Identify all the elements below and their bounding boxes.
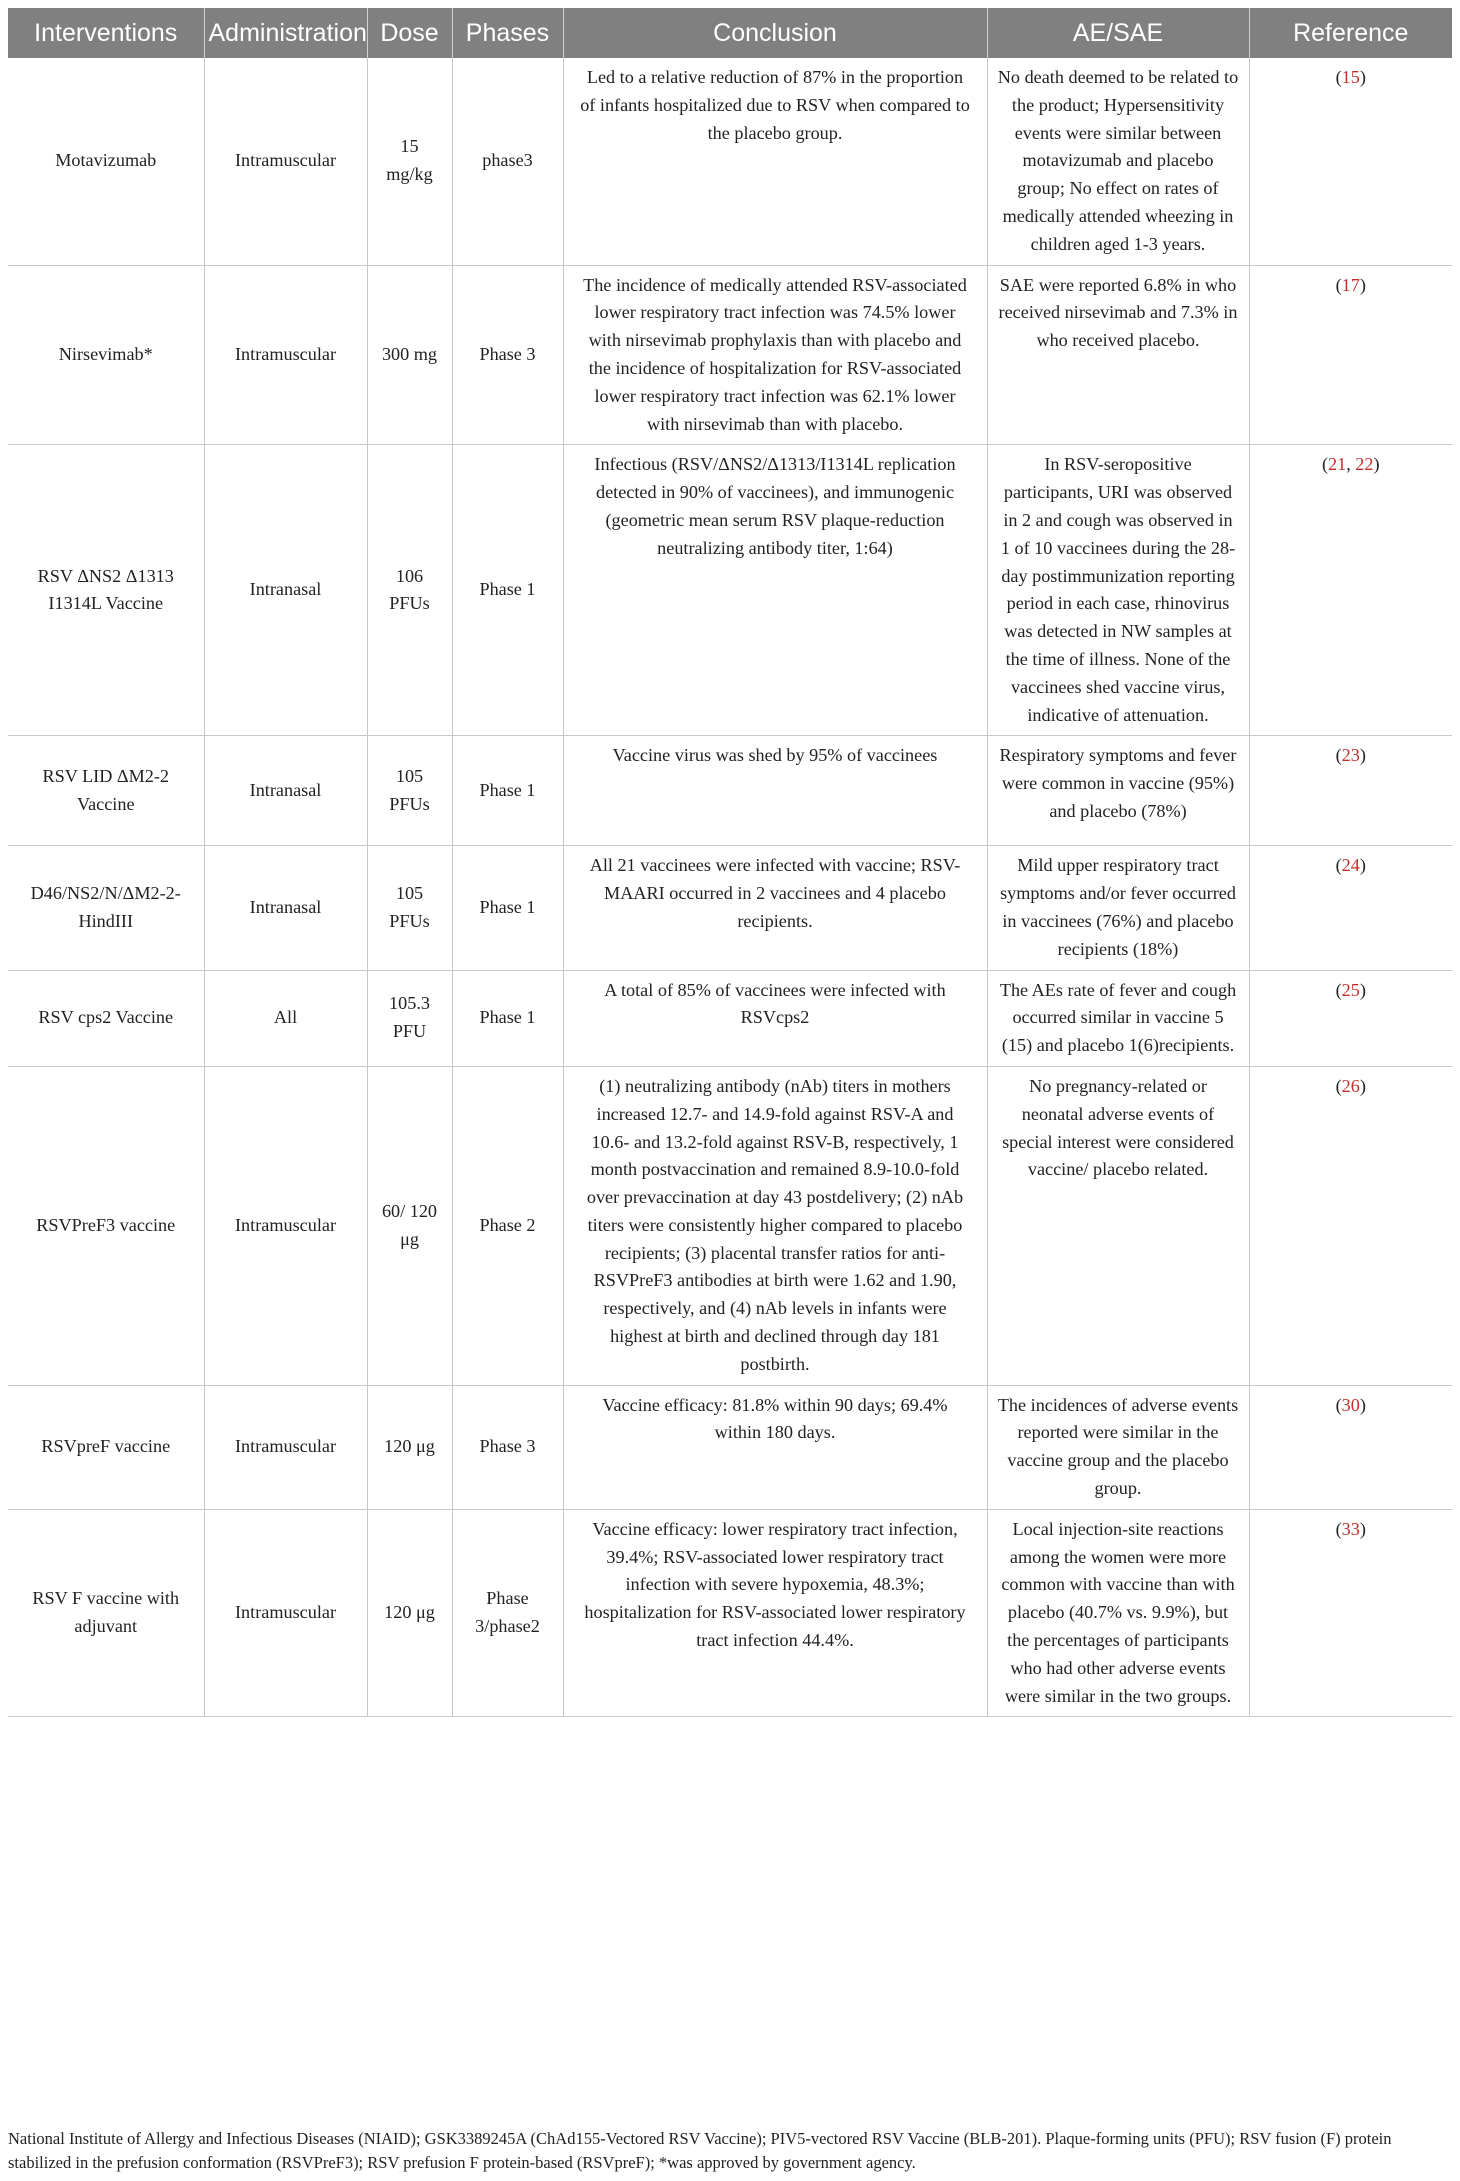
intervention-cell bbox=[8, 846, 204, 970]
header-administration: Administration bbox=[204, 8, 367, 58]
reference-cell: (30) bbox=[1249, 1385, 1452, 1509]
reference-link[interactable]: 30 bbox=[1341, 1394, 1360, 1415]
interventions-table bbox=[8, 8, 1452, 1717]
reference-link[interactable]: 22 bbox=[1355, 454, 1374, 475]
administration-text: Intramuscular bbox=[235, 1436, 336, 1457]
intervention-text: D46/NS2/N/ΔM2-2-HindIII bbox=[30, 883, 181, 931]
dose-cell bbox=[367, 970, 452, 1066]
phase-cell bbox=[452, 58, 563, 265]
ae-sae-cell bbox=[987, 1385, 1249, 1509]
intervention-cell bbox=[8, 58, 204, 265]
table-row bbox=[8, 1509, 1452, 1717]
reference-cell: (23) bbox=[1249, 736, 1452, 846]
dose-text: 60/ 120 μg bbox=[381, 1200, 438, 1249]
ae-sae-text: The incidences of adverse events reported were similar in the vaccine group and the placebo group. bbox=[997, 1394, 1239, 1499]
table-row bbox=[8, 58, 1452, 265]
reference-link[interactable]: 24 bbox=[1341, 855, 1360, 876]
administration-cell bbox=[204, 1066, 367, 1385]
intervention-cell bbox=[8, 1509, 204, 1717]
intervention-text: RSV cps2 Vaccine bbox=[38, 1007, 174, 1028]
intervention-cell bbox=[8, 445, 204, 736]
ae-sae-text: Mild upper respiratory tract symptoms and/or fever occurred in vaccinees (76%) and placebo recipients (18%) bbox=[1000, 855, 1236, 959]
header-reference: Reference bbox=[1249, 8, 1452, 58]
conclusion-text: (1) neutralizing antibody (nAb) titers in mothers increased 12.7- and 14.9-fold against RSV-A and 10.6- and 13.2-fold against RSV-B, respectively, 1 month postvaccination and remained 8.9-10.0-fold over prevaccination at day 43 postdelivery; (2) nAb titers were consistently higher compared to placebo recipients; (3) placental transfer ratios for anti-RSVPreF3 antibodies at birth were 1.62 and 1.90, respectively, and (4) nAb levels in infants were highest at birth and declined through day 181 postbirth. bbox=[586, 1075, 964, 1374]
ae-sae-cell bbox=[987, 1509, 1249, 1717]
dose-text: 15 mg/kg bbox=[386, 136, 433, 185]
administration-text: All bbox=[273, 1007, 298, 1028]
table-row bbox=[8, 445, 1452, 736]
phase-cell bbox=[452, 1066, 563, 1385]
table-row bbox=[8, 1385, 1452, 1509]
administration-cell bbox=[204, 58, 367, 265]
intervention-text: RSVpreF vaccine bbox=[41, 1436, 171, 1457]
ae-sae-cell bbox=[987, 1066, 1249, 1385]
phase-text: Phase 2 bbox=[479, 1214, 536, 1235]
dose-cell bbox=[367, 265, 452, 445]
table-container bbox=[8, 8, 1452, 1717]
conclusion-cell bbox=[563, 736, 987, 846]
header-interventions: Interventions bbox=[8, 8, 204, 58]
phase-cell bbox=[452, 265, 563, 445]
reference-cell: (24) bbox=[1249, 846, 1452, 970]
conclusion-text: The incidence of medically attended RSV-associated lower respiratory tract infection was 74.5% lower with nirsevimab prophylaxis than with placebo and the incidence of hospitalization for RSV-associated lower respiratory tract infection was 62.1% lower with nirsevimab than with placebo. bbox=[583, 274, 967, 434]
table-row bbox=[8, 1066, 1452, 1385]
administration-cell bbox=[204, 265, 367, 445]
reference-link[interactable]: 21 bbox=[1328, 454, 1347, 475]
ae-sae-cell bbox=[987, 265, 1249, 445]
reference-link[interactable]: 25 bbox=[1341, 979, 1360, 1000]
ae-sae-text: No pregnancy-related or neonatal adverse events of special interest were considered vaccine/ placebo related. bbox=[1002, 1075, 1234, 1180]
administration-cell bbox=[204, 970, 367, 1066]
phase-text: Phase 3 bbox=[479, 344, 536, 365]
table-row bbox=[8, 265, 1452, 445]
header-conclusion: Conclusion bbox=[563, 8, 987, 58]
ae-sae-text: Local injection-site reactions among the women were more common with vaccine than with placebo (40.7% vs. 9.9%), but the percentages of participants who had other adverse events were similar in the two groups. bbox=[1001, 1518, 1235, 1706]
dose-cell bbox=[367, 1066, 452, 1385]
dose-text: 120 μg bbox=[384, 1436, 435, 1457]
header-ae-sae: AE/SAE bbox=[987, 8, 1249, 58]
phase-text: phase3 bbox=[482, 150, 533, 171]
dose-cell bbox=[367, 1509, 452, 1717]
reference-cell: (15) bbox=[1249, 58, 1452, 265]
dose-text: 105 PFUs bbox=[389, 766, 430, 814]
administration-text: Intramuscular bbox=[235, 1214, 336, 1235]
reference-cell: (21, 22) bbox=[1249, 445, 1452, 736]
dose-text: 120 μg bbox=[384, 1602, 435, 1623]
phase-cell bbox=[452, 445, 563, 736]
administration-cell bbox=[204, 445, 367, 736]
intervention-text: RSV LID ΔM2-2 Vaccine bbox=[42, 766, 170, 814]
intervention-cell bbox=[8, 1385, 204, 1509]
reference-cell: (26) bbox=[1249, 1066, 1452, 1385]
conclusion-text: A total of 85% of vaccinees were infected with RSVcps2 bbox=[604, 979, 946, 1028]
table-row bbox=[8, 736, 1452, 846]
dose-cell bbox=[367, 58, 452, 265]
reference-link[interactable]: 33 bbox=[1341, 1518, 1360, 1539]
ae-sae-text: The AEs rate of fever and cough occurred similar in vaccine 5 (15) and placebo 1(6)recipients. bbox=[999, 979, 1237, 1056]
phase-text: Phase 3/phase2 bbox=[475, 1588, 540, 1637]
intervention-text: Motavizumab bbox=[55, 150, 157, 171]
intervention-text: Nirsevimab* bbox=[58, 344, 153, 365]
ae-sae-cell bbox=[987, 58, 1249, 265]
intervention-text: RSV F vaccine with adjuvant bbox=[32, 1588, 180, 1637]
conclusion-cell bbox=[563, 970, 987, 1066]
intervention-text: RSV ΔNS2 Δ1313 I1314L Vaccine bbox=[37, 565, 174, 614]
conclusion-cell bbox=[563, 58, 987, 265]
dose-text: 105 PFUs bbox=[389, 883, 430, 931]
dose-cell bbox=[367, 445, 452, 736]
phase-cell bbox=[452, 736, 563, 846]
dose-cell bbox=[367, 1385, 452, 1509]
conclusion-text: All 21 vaccinees were infected with vaccine; RSV-MAARI occurred in 2 vaccinees and 4 placebo recipients. bbox=[589, 855, 961, 931]
phase-text: Phase 1 bbox=[479, 779, 536, 800]
dose-text: 106 PFUs bbox=[389, 565, 430, 614]
header-dose: Dose bbox=[367, 8, 452, 58]
administration-text: Intramuscular bbox=[235, 344, 336, 365]
reference-link[interactable]: 26 bbox=[1341, 1075, 1360, 1096]
dose-cell bbox=[367, 846, 452, 970]
administration-cell bbox=[204, 1509, 367, 1717]
phase-text: Phase 1 bbox=[479, 1007, 536, 1028]
reference-cell: (33) bbox=[1249, 1509, 1452, 1717]
intervention-text: RSVPreF3 vaccine bbox=[36, 1214, 176, 1235]
phase-cell bbox=[452, 846, 563, 970]
ae-sae-cell bbox=[987, 846, 1249, 970]
conclusion-text: Led to a relative reduction of 87% in the proportion of infants hospitalized due to RSV when compared to the placebo group. bbox=[580, 67, 970, 143]
phase-cell bbox=[452, 970, 563, 1066]
header-phases: Phases bbox=[452, 8, 563, 58]
reference-cell: (17) bbox=[1249, 265, 1452, 445]
dose-text: 300 mg bbox=[381, 344, 438, 365]
ae-sae-cell bbox=[987, 445, 1249, 736]
conclusion-cell bbox=[563, 1066, 987, 1385]
administration-text: Intramuscular bbox=[235, 150, 336, 171]
conclusion-text: Vaccine efficacy: lower respiratory tract infection, 39.4%; RSV-associated lower respiratory tract infection with severe hypoxemia, 48.3%; hospitalization for RSV-associated lower respiratory tract infection 44.4%. bbox=[584, 1518, 966, 1651]
table-footnote: National Institute of Allergy and Infectious Diseases (NIAID); GSK3389245A (ChAd155-Vectored RSV Vaccine); PIV5-vectored RSV Vaccine (BLB-201). Plaque-forming units (PFU); RSV fusion (F) protein stabilized in the prefusion conformation (RSVPreF3); RSV prefusion F protein-based (RSVpreF); *was approved by government agency. bbox=[8, 2129, 1392, 2172]
ae-sae-text: In RSV-seropositive participants, URI was observed in 2 and cough was observed in 1 of 10 vaccinees during the 28-day postimmunization reporting period in each case, rhinovirus was detected in NW samples at the time of illness. None of the vaccinees shed vaccine virus, indicative of attenuation. bbox=[1000, 454, 1236, 725]
ae-sae-text: Respiratory symptoms and fever were common in vaccine (95%) and placebo (78%) bbox=[999, 745, 1237, 821]
administration-text: Intranasal bbox=[249, 779, 322, 800]
conclusion-cell bbox=[563, 265, 987, 445]
phase-text: Phase 1 bbox=[479, 897, 536, 918]
reference-link[interactable]: 15 bbox=[1341, 67, 1360, 87]
ae-sae-cell bbox=[987, 970, 1249, 1066]
intervention-cell bbox=[8, 736, 204, 846]
dose-cell bbox=[367, 736, 452, 846]
conclusion-text: Vaccine efficacy: 81.8% within 90 days; 69.4% within 180 days. bbox=[602, 1394, 948, 1443]
conclusion-text: Vaccine virus was shed by 95% of vaccinees bbox=[612, 745, 938, 766]
conclusion-cell bbox=[563, 445, 987, 736]
phase-text: Phase 3 bbox=[479, 1436, 536, 1457]
header-row bbox=[8, 8, 1452, 58]
administration-text: Intranasal bbox=[249, 897, 322, 918]
phase-cell bbox=[452, 1509, 563, 1717]
reference-link[interactable]: 23 bbox=[1341, 745, 1360, 766]
intervention-cell bbox=[8, 970, 204, 1066]
reference-cell: (25) bbox=[1249, 970, 1452, 1066]
phase-cell bbox=[452, 1385, 563, 1509]
intervention-cell bbox=[8, 1066, 204, 1385]
administration-cell bbox=[204, 1385, 367, 1509]
reference-link[interactable]: 17 bbox=[1341, 274, 1360, 295]
administration-cell bbox=[204, 736, 367, 846]
phase-text: Phase 1 bbox=[479, 579, 536, 600]
ae-sae-cell bbox=[987, 736, 1249, 846]
ae-sae-text: No death deemed to be related to the product; Hypersensitivity events were similar between motavizumab and placebo group; No effect on rates of medically attended wheezing in children aged 1-3 years. bbox=[997, 67, 1239, 254]
table-row bbox=[8, 970, 1452, 1066]
administration-cell bbox=[204, 846, 367, 970]
dose-text: 105.3 PFU bbox=[389, 993, 430, 1042]
intervention-cell bbox=[8, 265, 204, 445]
conclusion-text: Infectious (RSV/ΔNS2/Δ1313/I1314L replication detected in 90% of vaccinees), and immunogenic (geometric mean serum RSV plaque-reduction neutralizing antibody titer, 1:64) bbox=[594, 454, 956, 558]
conclusion-cell bbox=[563, 846, 987, 970]
ae-sae-text: SAE were reported 6.8% in who received nirsevimab and 7.3% in who received placebo. bbox=[998, 274, 1238, 351]
table-row bbox=[8, 846, 1452, 970]
conclusion-cell bbox=[563, 1385, 987, 1509]
conclusion-cell bbox=[563, 1509, 987, 1717]
administration-text: Intranasal bbox=[249, 579, 322, 600]
administration-text: Intramuscular bbox=[235, 1602, 336, 1623]
